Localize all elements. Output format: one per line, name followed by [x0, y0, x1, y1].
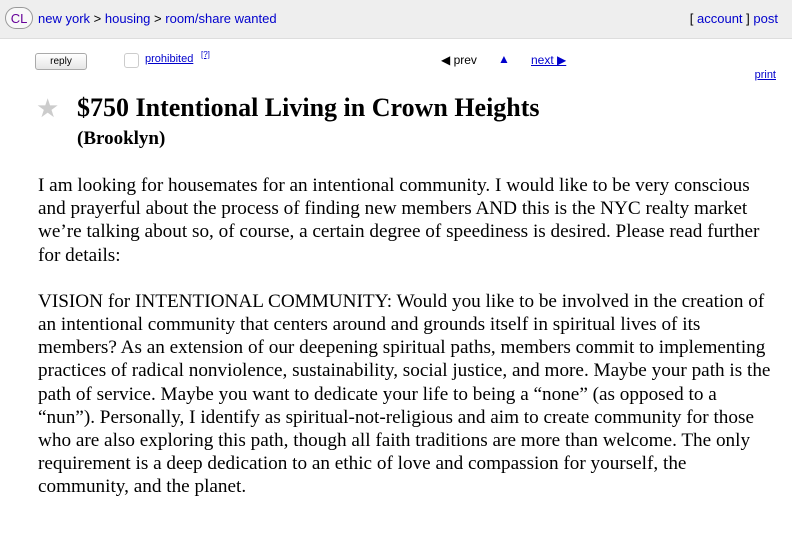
breadcrumb-separator: > [154, 11, 162, 26]
next-link[interactable]: next ▶ [531, 53, 567, 67]
prev-link[interactable]: ◀ prev [441, 53, 477, 67]
bracket-close: ] [746, 11, 750, 26]
prohibited-help-link[interactable]: [?] [201, 50, 210, 59]
user-links [690, 11, 778, 26]
prohibited-flag-link[interactable]: prohibited [145, 53, 194, 65]
breadcrumb-housing-link[interactable]: housing [104, 11, 151, 26]
post-link[interactable]: post [753, 11, 778, 26]
posting-body [38, 174, 774, 522]
posting-paragraph: I am looking for housemates for an intentional community. I would like to be very conscious and prayerful about the process of finding new members AND this is the NYC realty market we’re talking about so, of course, a certain degree of speediness is desired. Please read further for details: [38, 175, 760, 266]
craigslist-logo[interactable]: CL [5, 7, 33, 29]
account-link[interactable]: account [697, 11, 743, 26]
breadcrumb-roomshare-link[interactable]: room/share wanted [165, 11, 277, 26]
breadcrumb-separator: > [93, 11, 102, 26]
flag-checkbox[interactable] [124, 53, 139, 68]
reply-button[interactable]: reply [35, 53, 87, 70]
breadcrumb [38, 11, 277, 26]
posting-title: $750 Intentional Living in Crown Heights [77, 93, 540, 122]
posting-paragraph: VISION for INTENTIONAL COMMUNITY: Would you like to be involved in the creation of an intentional community that centers around and grounds itself in spiritual lives of its members? As an extension of our deepening spiritual paths, members commit to implementing practices of radical nonviolence, sustainability, social justice, and more. Maybe your path is the path of service. Maybe you want to dedicate your life to being a “none” (as opposed to a “nun”). Personally, I identify as spiritual-not-religious and aim to create community for those who are also exploring this path, though all faith traditions are more than welcome. The only requirement is a deep dedication to an ethic of love and compassion for yourself, the community, and the planet. [38, 290, 771, 498]
posting-location: (Brooklyn) [77, 128, 166, 149]
print-link[interactable]: print [754, 69, 776, 81]
bracket-open: [ [689, 11, 694, 26]
up-arrow-icon[interactable]: ▲ [498, 52, 510, 66]
breadcrumb-city-link[interactable]: new york [38, 11, 91, 26]
favorite-star-icon[interactable]: ★ [36, 93, 60, 123]
top-bar [0, 0, 792, 39]
